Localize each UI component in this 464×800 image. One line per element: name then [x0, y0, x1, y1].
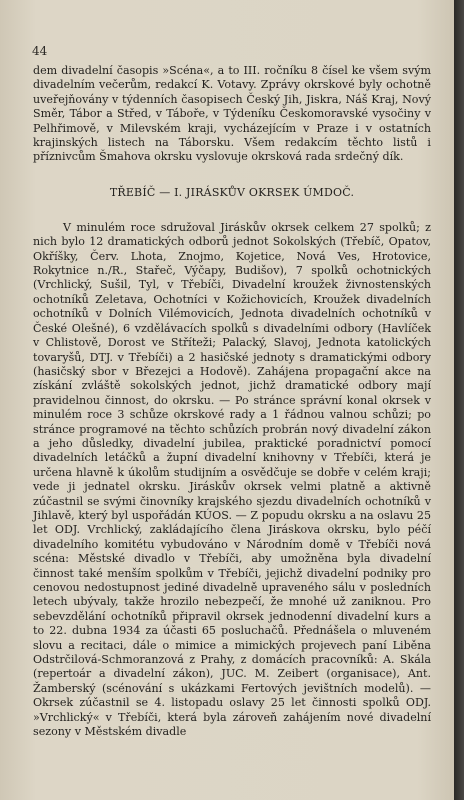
main-paragraph: V minulém roce sdružoval Jiráskův okrsek celkem 27 spolků; z nich bylo 12 dramatických odborů jednot Sokolských (Třebíč, Opatov, Okříšky, Červ. Lhota, Znojmo, Kojetice, Nová Ves, Hrotovice, Rokytnice n./R., Stařeč, Výčapy, Budišov), 7 spolků ochotnických (Vrchlický, Sušil, Tyl, v Třebíči, Divadelní kroužek živnostenských ochotníků Zeletava, Ochotníci v Kožichovicích, Kroužek divadelních ochotníků v Dolních Vilémovicích, Jednota divadelních ochotníků v České Olešné), 6 vzdělávacích spolků s divadelními odbory (Havlíček v Chlistově, Dorost ve Stříteži; Palacký, Slavoj, Jednota katolických tovaryšů, DTJ. v Třebíči) a 2 hasičské jednoty s dramatickými odbory (hasičský sbor v Březejci a Hodově). Zahájena propagační akce na získání zvláště sokolských jednot, jichž dramatické odbory mají pravidelnou činnost, do okrsku. — Po stránce správní konal okrsek v minulém roce 3 schůze okrskové rady a 1 řádnou valnou schůzi; po stránce programové na těchto schůzích probrán nový divadelní zákon a jeho důsledky, divadelní jubilea, praktické poradnictví pomocí divadelních letáčků a župní divadelní knihovny v Třebíči, která je určena hlavně k úkolům studijním a osvědčuje se dobře v celém kraji; vede ji jednatel okrsku. Jiráskův okrsek velmi platně a aktivně zúčastnil se svými činovníky krajského sjezdu divadelních ochotníků v Jihlavě, který byl uspořádán KÚOS. — Z popudu okrsku a na oslavu 25 let ODJ. Vrchlický, zakládajícího člena Jiráskova okrsku, bylo péčí divadelního komitétu vybudováno v Národním domě v Třebíči nová scéna: Městské divadlo v Třebíči, aby umožněna byla divadelní činnost také menším spolkům v Třebíči, jejichž divadelní podniky pro cenovou nedostupnost jediné divadelně upraveného sálu v posledních letech ubývaly, takže hrozilo nebezpečí, že mnohé už zaniknou. Pro sebevzdělání ochotníků připravil okrsek jednodenní divadelní kurs a to 22. dubna 1934 za účasti 65 posluchačů. Přednášela o mluveném slovu a recitaci, dále o mimice a mimických projevech paní Liběna Odstrčilová-Schmoranzová z Prahy, z domácích pracovníků: A. Skála (repertoár a divadelní zákon), JUC. M. Zeibert (organisace), Ant. Žamberský (scénování s ukázkami Fertových jevištních modelů). — Okrsek zúčastnil se 4. listopadu oslavy 25 let činnosti spolků ODJ. »Vrchlický« v Třebíči, která byla zároveň zahájením nové divadelní sezony v Městském divadle — [33, 220, 431, 739]
intro-paragraph: dem divadelní časopis »Scéna«, a to III. ročníku 8 čísel ke všem svým divadelním večerům, redakcí K. Votavy. Zprávy okrskové byly ochotně uveřejňovány v týdenních časopisech Český Jih, Jiskra, Náš Kraj, Nový Směr, Tábor a Střed, v Táboře, v Týdeníku Českomoravské vysočiny v Pelhřimově, v Milevském kraji, vycházejícím v Praze i v ostatních krajinských listech na Táborsku. Všem redakcím těchto listů i příznivcům Šmahova okrsku vyslovuje okrsková rada srdečný dík. — [33, 64, 431, 164]
page-text — [33, 64, 431, 739]
scan-background-edge — [454, 0, 464, 800]
section-heading: TŘEBÍČ — I. JIRÁSKŮV OKRSEK ÚMDOČ. — [109, 185, 355, 199]
page-number: 44 — [32, 44, 48, 58]
